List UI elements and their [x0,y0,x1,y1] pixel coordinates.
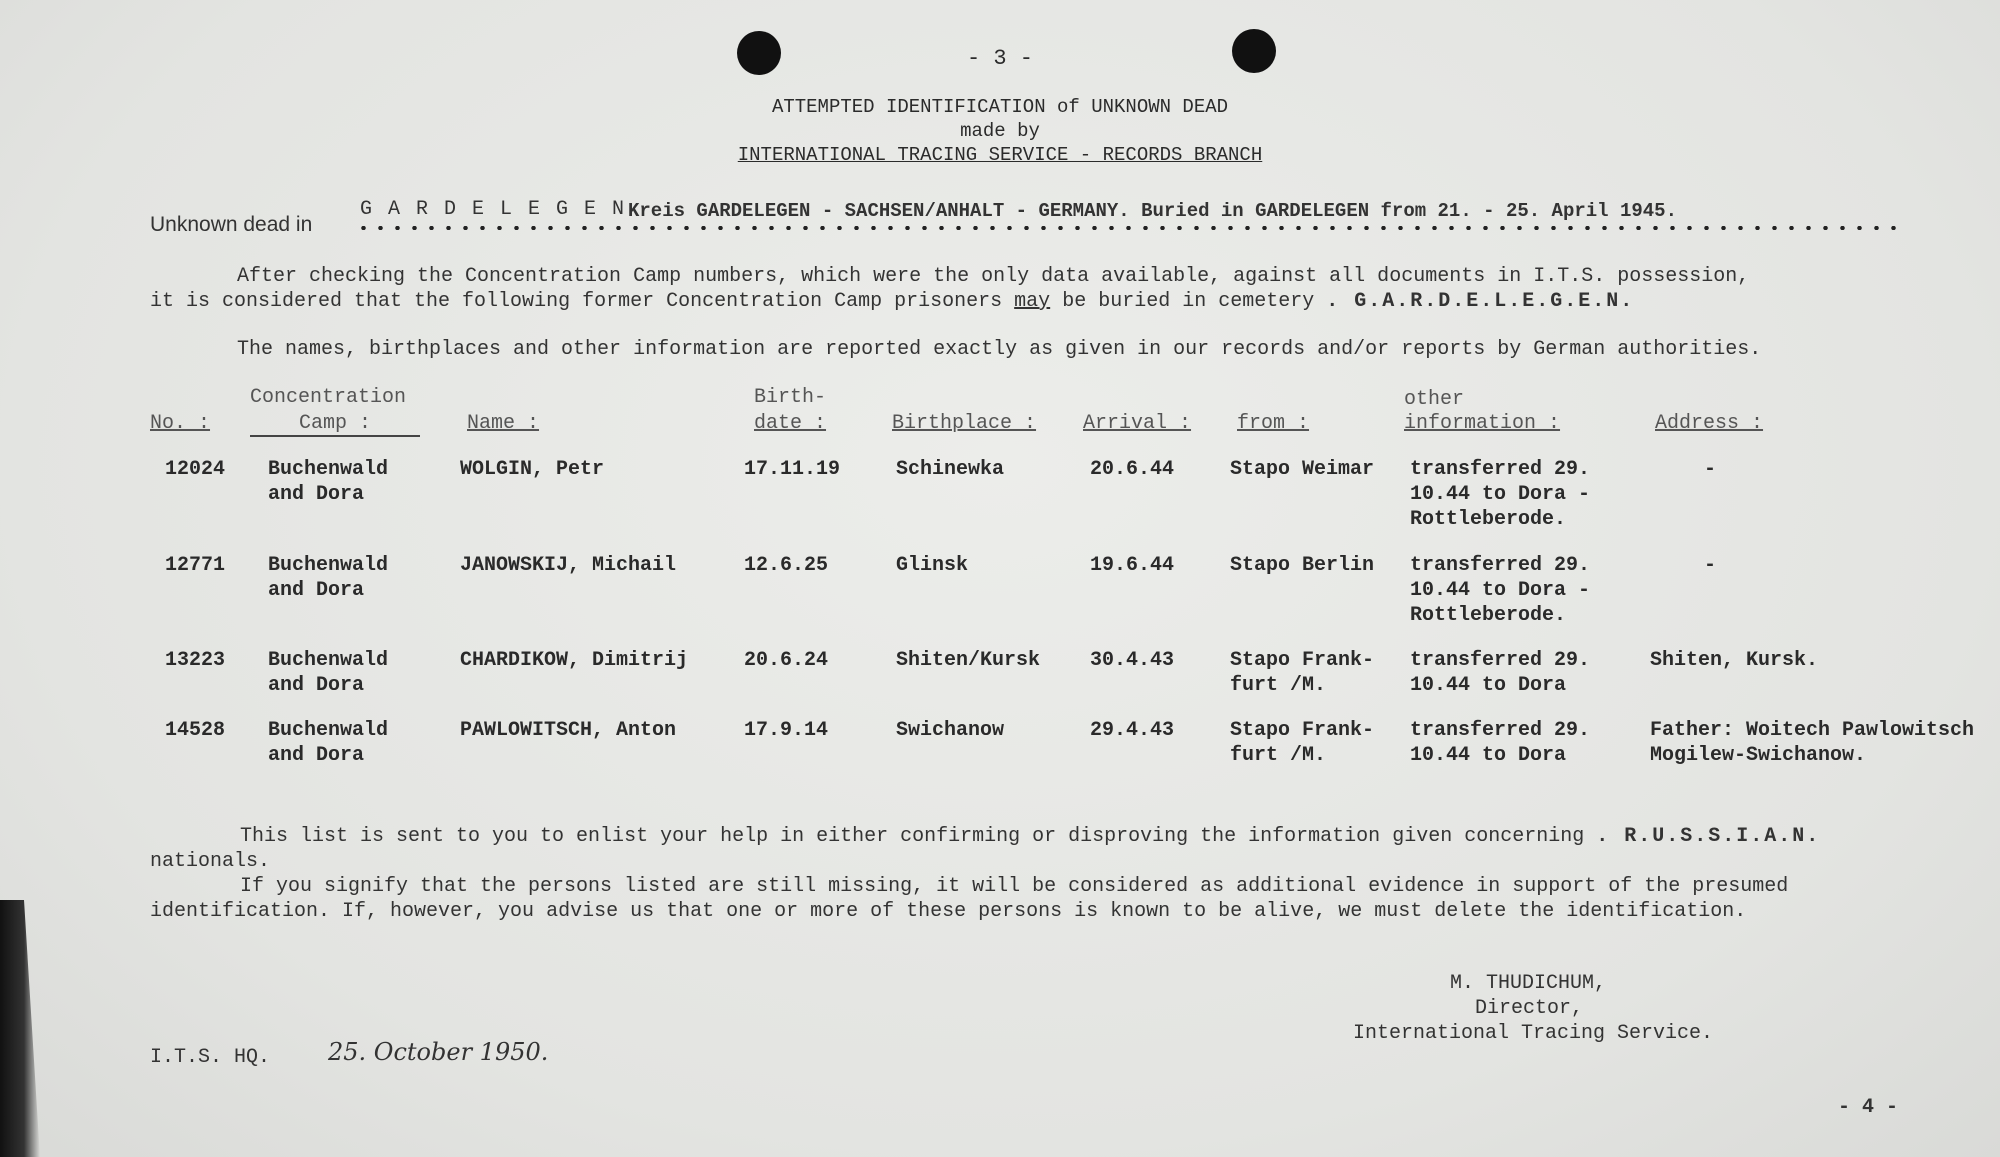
row-name: CHARDIKOW, Dimitrij [460,649,689,672]
row-birthdate: 12.6.25 [744,554,829,577]
row-camp-2: and Dora [268,744,365,767]
header-camp-top: Concentration [250,386,407,409]
row-no: 12024 [165,458,226,481]
row-camp-2: and Dora [268,483,365,506]
row-info-2: 10.44 to Dora - [1410,483,1591,506]
dotted-line [355,226,1900,230]
intro-paragraph-line2 [150,290,1634,313]
header-birthdate: date : [754,412,827,435]
header-other-top: other [1404,388,1465,411]
intro-paragraph-line1: After checking the Concentration Camp numbers, which were the only data available, against all documents in I.T.S. possession, [237,265,1750,288]
row-info-3: Rottleberode. [1410,508,1567,531]
row-info: transferred 29. [1410,554,1591,577]
unknown-dead-place: G A R D E L E G E N [360,198,627,221]
row-camp-2: and Dora [268,579,365,602]
row-no: 14528 [165,719,226,742]
next-page-number: - 4 - [1838,1096,1899,1119]
row-camp: Buchenwald [268,458,389,481]
row-info-2: 10.44 to Dora - [1410,579,1591,602]
row-arrival: 20.6.44 [1090,458,1175,481]
row-camp: Buchenwald [268,554,389,577]
signatory-title: Director, [1475,997,1584,1020]
row-arrival: 30.4.43 [1090,649,1175,672]
header-made-by: made by [960,120,1040,142]
row-info: transferred 29. [1410,649,1591,672]
header-camp: Camp : [250,412,420,437]
unknown-dead-label: Unknown dead in [150,213,313,236]
row-address-2: Mogilew-Swichanow. [1650,744,1867,767]
row-info-2: 10.44 to Dora [1410,744,1567,767]
row-address: - [1704,554,1717,577]
footer-place: I.T.S. HQ. [150,1046,271,1069]
row-birthdate: 20.6.24 [744,649,829,672]
row-from-2: furt /M. [1230,674,1327,697]
row-name: WOLGIN, Petr [460,458,605,481]
row-birthplace: Glinsk [896,554,969,577]
row-from: Stapo Frank- [1230,719,1375,742]
row-camp: Buchenwald [268,719,389,742]
row-from-2: furt /M. [1230,744,1327,767]
row-birthplace: Schinewka [896,458,1005,481]
header-title: ATTEMPTED IDENTIFICATION of UNKNOWN DEAD [771,96,1229,118]
header-organization: INTERNATIONAL TRACING SERVICE - RECORDS BRANCH [737,144,1263,166]
records-note: The names, birthplaces and other information are reported exactly as given in our records and/or reports by German authorities. [237,338,1762,361]
row-from: Stapo Weimar [1230,458,1375,481]
page-number: - 3 - [966,46,1033,71]
intro-may: may [1014,290,1051,313]
cemetery-name: . G.A.R.D.E.L.E.G.E.N. [1326,290,1635,313]
closing-p1-text: This list is sent to you to enlist your help in either confirming or disproving the information given concerning [240,825,1585,848]
signatory-organization: International Tracing Service. [1353,1022,1714,1045]
page-edge-shadow [0,900,40,1157]
footer-date: 25. October 1950. [328,1038,549,1066]
closing-p2-line2: identification. If, however, you advise us that one or more of these persons is known to be alive, we must delete the identification. [150,900,1747,923]
row-from: Stapo Berlin [1230,554,1375,577]
nationality: . R.U.S.S.I.A.N. [1596,825,1821,848]
row-arrival: 19.6.44 [1090,554,1175,577]
row-no: 13223 [165,649,226,672]
row-arrival: 29.4.43 [1090,719,1175,742]
row-birthplace: Shiten/Kursk [896,649,1041,672]
row-birthdate: 17.9.14 [744,719,829,742]
row-birthplace: Swichanow [896,719,1005,742]
header-birthplace: Birthplace : [892,412,1037,435]
row-name: PAWLOWITSCH, Anton [460,719,677,742]
row-address: - [1704,458,1717,481]
header-name: Name : [467,412,540,435]
signatory-name: M. THUDICHUM, [1450,972,1607,995]
intro-line2-start: it is considered that the following former Concentration Camp prisoners [150,290,1003,313]
row-birthdate: 17.11.19 [744,458,841,481]
closing-p2-line1: If you signify that the persons listed are still missing, it will be considered as additional evidence in support of the presumed [240,875,1789,898]
row-info: transferred 29. [1410,458,1591,481]
header-address: Address : [1655,412,1764,435]
row-no: 12771 [165,554,226,577]
row-address: Father: Woitech Pawlowitsch [1650,719,1975,742]
header-other: information : [1404,412,1561,435]
header-no: No. : [150,412,211,435]
row-info: transferred 29. [1410,719,1591,742]
header-arrival: Arrival : [1083,412,1192,435]
row-info-2: 10.44 to Dora [1410,674,1567,697]
header-from: from : [1237,412,1310,435]
row-name: JANOWSKIJ, Michail [460,554,677,577]
row-info-3: Rottleberode. [1410,604,1567,627]
row-address: Shiten, Kursk. [1650,649,1819,672]
unknown-dead-details: Kreis GARDELEGEN - SACHSEN/ANHALT - GERMANY. Buried in GARDELEGEN from 21. - 25. April 1945. [628,200,1677,222]
intro-line2-end: be buried in cemetery [1062,290,1315,313]
row-camp: Buchenwald [268,649,389,672]
header-birth-top: Birth- [754,386,827,409]
row-from: Stapo Frank- [1230,649,1375,672]
closing-p1-line1 [240,825,1820,848]
closing-p1-line2: nationals. [150,850,271,873]
row-camp-2: and Dora [268,674,365,697]
